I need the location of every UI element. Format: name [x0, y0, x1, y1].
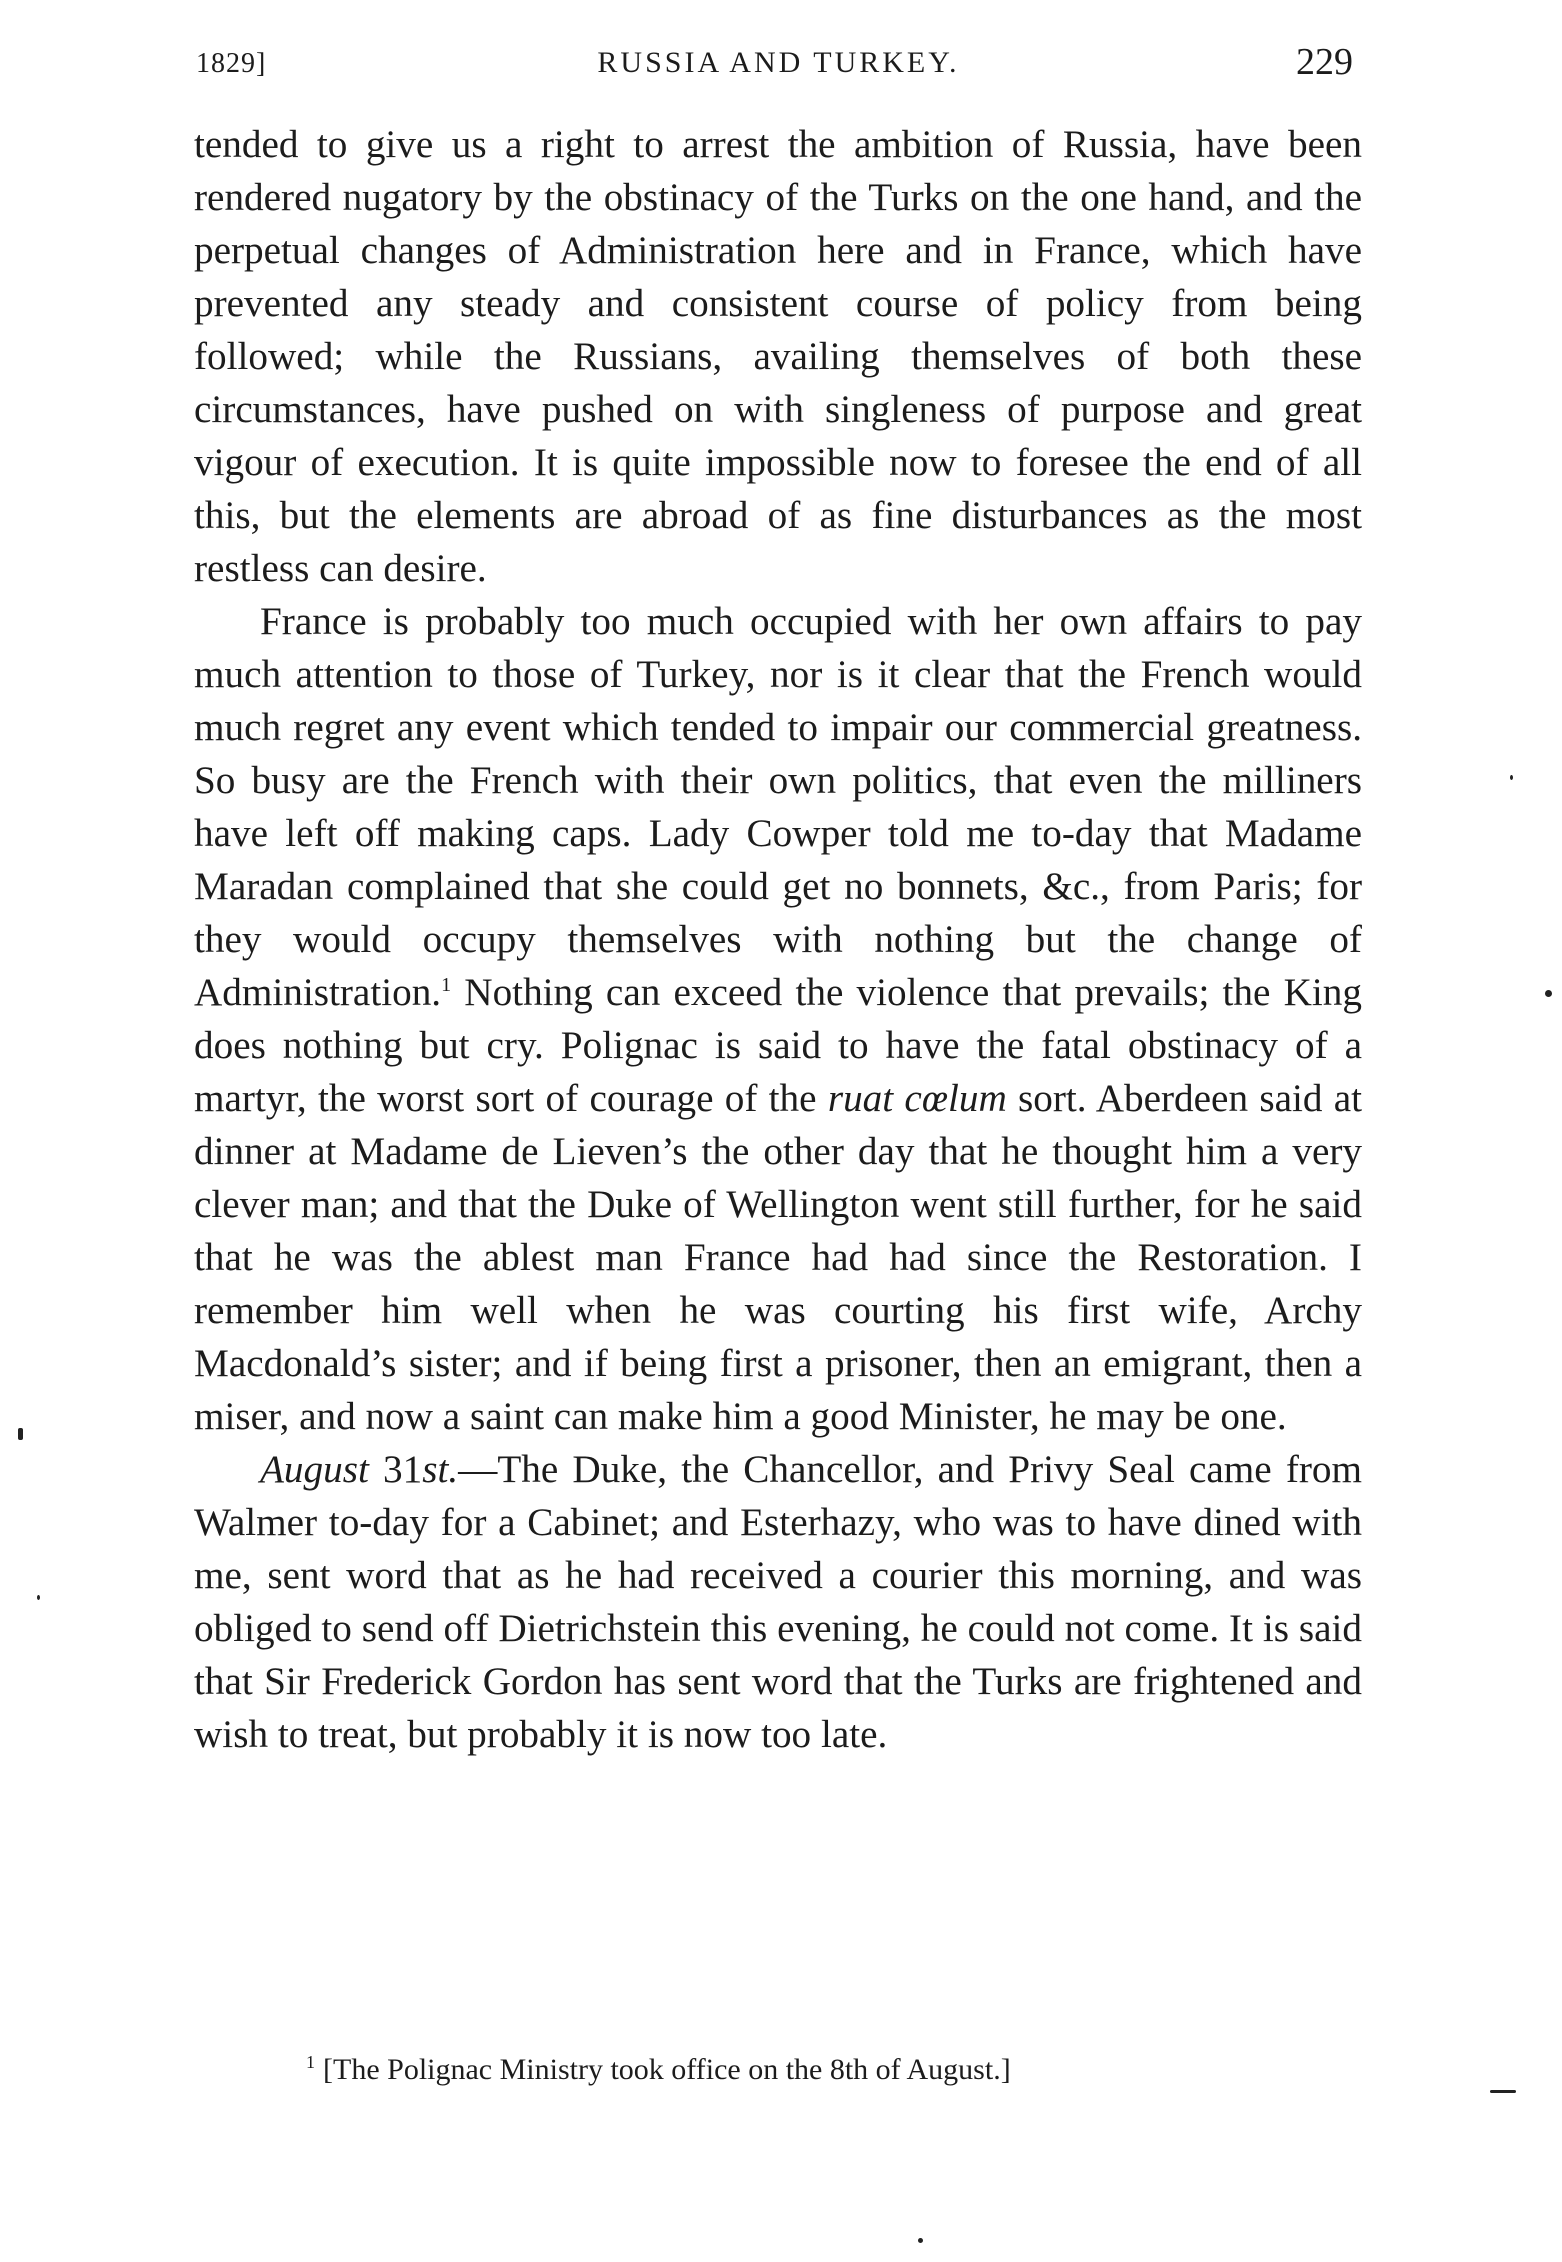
- paragraph-2-text-c: sort. Aberdeen said at dinner at Madame de Lieven’s the other day that he thought him a very clever man; and that the Duke of Wellington went still further, for he said that he was the ablest man France had had since the Restoration. I remember him well when he was courting his first wife, Archy Macdonald’s sister; and if being first a prisoner, then an emigrant, then a miser, and now a saint can make him a good Minister, he may be one.: [194, 1077, 1362, 1438]
- paragraph-continuation: [194, 118, 1362, 595]
- paragraph-august-31: [194, 1443, 1362, 1761]
- paragraph-1-text: tended to give us a right to arrest the ambition of Russia, have been rendered nugatory by the obstinacy of the Turks on the one hand, and the perpetual changes of Administration here and in France, which have prevented any steady and consistent course of policy from being followed; while the Russians, availing themselves of both these circumstances, have pushed on with singleness of purpose and great vigour of execution. It is quite impossible now to foresee the end of all this, but the elements are abroad of as fine disturbances as the most restless can desire.: [194, 123, 1362, 590]
- scan-speck: [37, 1595, 40, 1600]
- scan-speck: [1510, 775, 1513, 780]
- scan-speck: [18, 1428, 23, 1440]
- paragraph-2-text-b: Nothing can exceed the violence that prevails; the King does nothing but cry. Polignac is said to have the fatal obstinacy of a martyr, the worst sort of courage of the: [194, 971, 1362, 1120]
- scan-speck: [1490, 2090, 1516, 2093]
- running-head-title: RUSSIA AND TURKEY.: [597, 46, 960, 79]
- date-number: 31: [383, 1448, 423, 1491]
- page-number: 229: [1296, 41, 1353, 83]
- footnote-reference: 1: [441, 973, 452, 996]
- footnote: [306, 2050, 1306, 2090]
- running-head: [196, 42, 1361, 102]
- running-head-year: 1829]: [196, 48, 267, 79]
- scan-speck: [1545, 990, 1552, 997]
- paragraph-2-text-a: France is probably too much occupied with her own affairs to pay much attention to those of Turkey, nor is it clear that the French would much regret any event which tended to impair our commercial greatness. So busy are the French with their own politics, that even the milliners have left off making caps. Lady Cowper told me to-day that Madame Maradan complained that she could get no bonnets, &c., from Paris; for they would occupy themselves with nothing but the change of Administration.: [194, 600, 1362, 1014]
- italic-phrase: ruat cœlum: [827, 1077, 1007, 1120]
- paragraph-3-text: —The Duke, the Chancellor, and Privy Seal came from Walmer to-day for a Cabinet; and Esterhazy, who was to have dined with me, sent word that as he had received a courier this morning, and was obliged to send off Dietrichstein this evening, he could not come. It is said that Sir Frederick Gordon has sent word that the Turks are frightened and wish to treat, but probably it is now too late.: [194, 1448, 1362, 1756]
- body-text: [194, 118, 1362, 1761]
- footnote-text: [The Polignac Ministry took office on the 8th of August.]: [323, 2053, 1011, 2086]
- date-suffix: st.: [422, 1448, 459, 1491]
- footnote-marker: 1: [306, 2052, 315, 2072]
- paragraph-france: [194, 595, 1362, 1443]
- scan-speck: [918, 2238, 923, 2243]
- date-word: August: [260, 1448, 369, 1491]
